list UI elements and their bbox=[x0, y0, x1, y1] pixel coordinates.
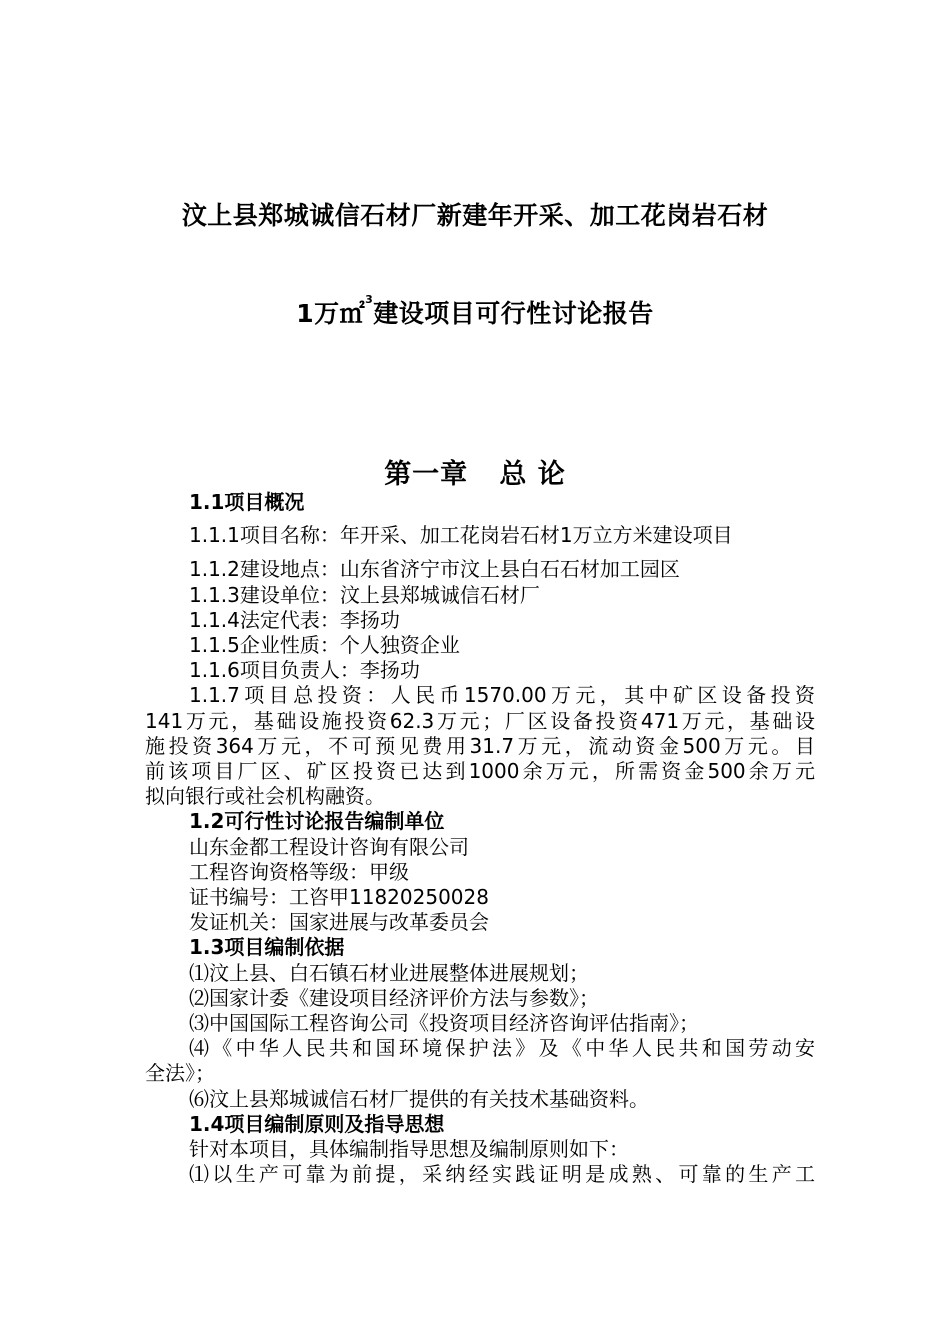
title-rest: 建设项目可行性讨论报告 bbox=[373, 299, 654, 328]
item-1-1-7-line-2: 141万元，基础设施投资62.3万元；厂区设备投资471万元，基础设 bbox=[145, 708, 815, 733]
preparer-grade: 工程咨询资格等级：甲级 bbox=[189, 859, 409, 884]
section-heading-1-2: 1.2可行性讨论报告编制单位 bbox=[189, 809, 445, 834]
basis-item-4-line-2: 全法》； bbox=[145, 1061, 215, 1086]
item-1-1-7-line-1: 1.1.7项目总投资：人民币1570.00万元，其中矿区设备投资 bbox=[189, 683, 815, 708]
document-body bbox=[145, 490, 815, 1187]
chapter-heading: 第一章 总 论 bbox=[384, 459, 566, 490]
section-heading-1-1: 1.1项目概况 bbox=[189, 490, 305, 514]
preparer-issuer: 发证机关：国家进展与改革委员会 bbox=[189, 910, 489, 935]
basis-item-3: ⑶中国国际工程咨询公司《投资项目经济咨询评估指南》； bbox=[189, 1011, 699, 1036]
item-1-1-1: 1.1.1项目名称：年开采、加工花岗岩石材1万立方米建设项目 bbox=[189, 523, 733, 548]
basis-item-6: ⑹汶上县郑城诚信石材厂提供的有关技术基础资料。 bbox=[189, 1086, 649, 1111]
preparer-certificate: 证书编号：工咨甲11820250028 bbox=[189, 885, 489, 910]
item-1-1-7-line-4: 前该项目厂区、矿区投资已达到1000余万元，所需资金500余万元 bbox=[145, 759, 815, 784]
document-title-line-1: 汶上县郑城诚信石材厂新建年开采、加工花岗岩石材 bbox=[181, 201, 769, 230]
item-1-1-5: 1.1.5企业性质：个人独资企业 bbox=[189, 633, 460, 658]
basis-item-2: ⑵国家计委《建设项目经济评价方法与参数》； bbox=[189, 985, 599, 1010]
principle-item-1: ⑴以生产可靠为前提，采纳经实践证明是成熟、可靠的生产工 bbox=[189, 1162, 815, 1187]
item-1-1-7-line-3: 施投资364万元，不可预见费用31.7万元，流动资金500万元。目 bbox=[145, 733, 815, 758]
title-quantity: 1万㎡ bbox=[296, 299, 366, 328]
title-superscript: 3 bbox=[365, 293, 374, 306]
item-1-1-4: 1.1.4法定代表：李扬功 bbox=[189, 607, 400, 632]
section-heading-1-4: 1.4项目编制原则及指导思想 bbox=[189, 1111, 445, 1136]
basis-item-4-line-1: ⑷《中华人民共和国环境保护法》及《中华人民共和国劳动安 bbox=[189, 1036, 815, 1061]
basis-item-1: ⑴汶上县、白石镇石材业进展整体进展规划； bbox=[189, 960, 589, 985]
preparer-company: 山东金都工程设计咨询有限公司 bbox=[189, 834, 469, 859]
section-heading-1-3: 1.3项目编制依据 bbox=[189, 935, 345, 960]
principles-intro: 针对本项目，具体编制指导思想及编制原则如下： bbox=[189, 1137, 629, 1162]
item-1-1-6: 1.1.6项目负责人：李扬功 bbox=[189, 658, 420, 683]
item-1-1-7-line-5: 拟向银行或社会机构融资。 bbox=[145, 784, 385, 809]
item-1-1-3: 1.1.3建设单位：汶上县郑城诚信石材厂 bbox=[189, 582, 540, 607]
document-title-line-2 bbox=[0, 294, 950, 330]
item-1-1-2: 1.1.2建设地点：山东省济宁市汶上县白石石材加工园区 bbox=[189, 557, 680, 582]
